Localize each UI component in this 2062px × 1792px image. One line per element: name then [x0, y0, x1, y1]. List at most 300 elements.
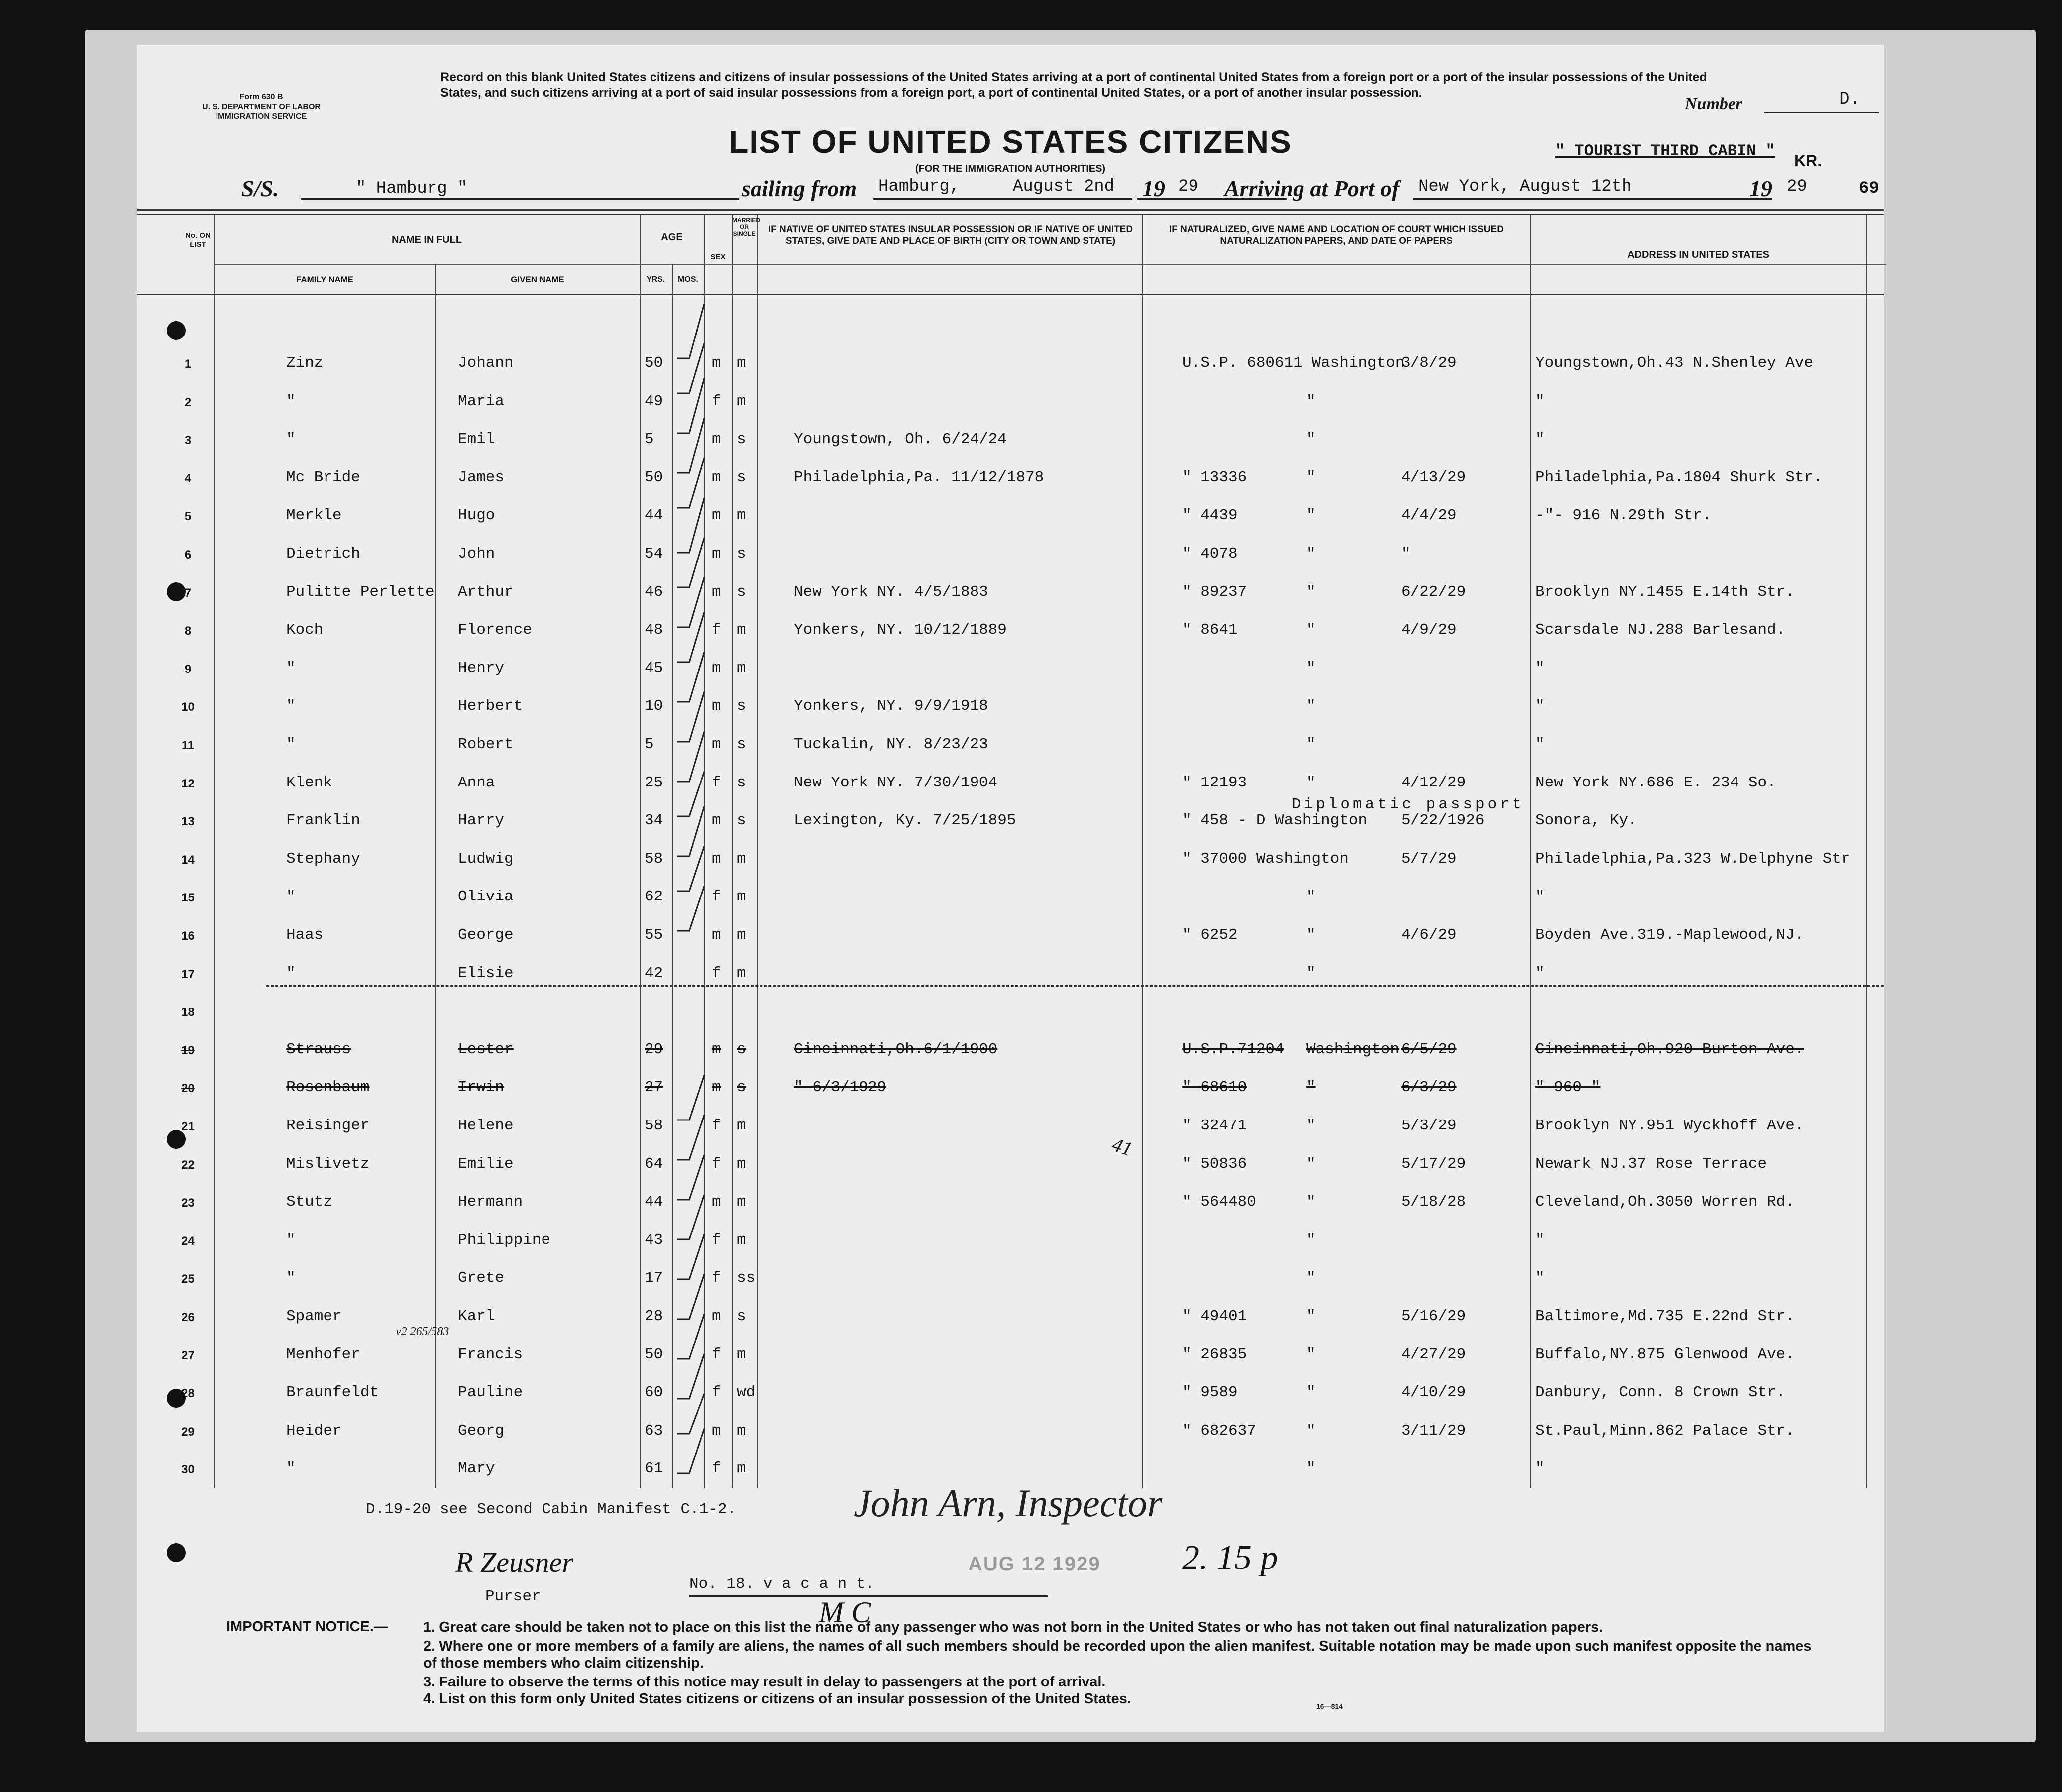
cell-yrs: 45 [645, 659, 663, 677]
cell-natdate: 4/9/29 [1401, 621, 1457, 639]
cell-family: " [286, 659, 296, 677]
cell-natdate: 4/4/29 [1401, 507, 1457, 525]
cell-family: Dietrich [286, 545, 360, 562]
cell-natcourt: " [1306, 1231, 1316, 1249]
margin-number: 41 [1109, 1132, 1135, 1161]
cell-given: Harry [458, 812, 505, 830]
cell-given: Elisie [458, 964, 514, 982]
cell-given: John [458, 545, 495, 562]
from-port: Hamburg, [878, 177, 960, 196]
table-row [137, 915, 1884, 953]
cell-ms: s [737, 468, 746, 486]
cell-yrs: 54 [645, 545, 663, 562]
table-row [137, 534, 1884, 572]
cell-num: 20 [181, 1082, 195, 1096]
form-identifier [197, 92, 326, 122]
cell-ms: s [737, 1079, 746, 1097]
cell-natcourt: " [1306, 1308, 1316, 1325]
page-subtitle: (FOR THE IMMIGRATION AUTHORITIES) [915, 163, 1106, 174]
cell-yrs: 55 [645, 926, 663, 944]
cell-num: 27 [181, 1348, 195, 1362]
cell-yrs: 64 [645, 1155, 663, 1173]
cell-birth: New York NY. 7/30/1904 [794, 774, 998, 791]
table-row [137, 686, 1884, 724]
arrive-year: 29 [1787, 177, 1807, 196]
table-row [137, 1221, 1884, 1258]
vacant-note: No. 18. v a c a n t. [689, 1575, 875, 1593]
cell-sex: m [712, 507, 721, 525]
cell-family: Braunfeldt [286, 1384, 379, 1402]
cell-family: Mislivetz [286, 1155, 370, 1173]
cell-yrs: 27 [645, 1079, 663, 1097]
cell-given: Olivia [458, 888, 514, 906]
cell-ms: m [737, 926, 746, 944]
cell-sex: f [712, 1460, 721, 1478]
cell-ms: m [737, 1231, 746, 1249]
cell-ms: s [737, 583, 746, 601]
cell-natcourt: " [1306, 1345, 1316, 1363]
cell-ms: m [737, 1422, 746, 1440]
cell-natdate: 5/22/1926 [1401, 812, 1485, 830]
cell-family: " [286, 888, 296, 906]
cell-natno: " 564480 [1182, 1193, 1256, 1211]
cell-given: Irwin [458, 1079, 505, 1097]
cell-family: Rosenbaum [286, 1079, 370, 1097]
cell-family: " [286, 1231, 296, 1249]
cell-addr: Newark NJ.37 Rose Terrace [1535, 1155, 1767, 1173]
cell-num: 14 [181, 853, 195, 867]
cell-ms: m [737, 1345, 746, 1363]
cell-sex: m [712, 697, 721, 715]
cell-addr: Boyden Ave.319.-Maplewood,NJ. [1535, 926, 1804, 944]
cell-family: " [286, 392, 296, 410]
cell-yrs: 60 [645, 1384, 663, 1402]
ship-name: " Hamburg " [356, 179, 468, 198]
cell-natdate: 5/18/28 [1401, 1193, 1466, 1211]
cell-family: Merkle [286, 507, 342, 525]
cell-num: 26 [181, 1311, 195, 1324]
cell-yrs: 58 [645, 1117, 663, 1134]
cell-num: 30 [181, 1463, 195, 1477]
cell-nat-extra: Diplomatic passport [1292, 796, 1524, 814]
cell-family: Reisinger [286, 1117, 370, 1134]
cell-sex: m [712, 545, 721, 562]
cell-given: Florence [458, 621, 532, 639]
table-row [137, 1030, 1884, 1068]
cell-natcourt: " [1306, 431, 1316, 448]
cell-given: Henry [458, 659, 505, 677]
cell-ms: m [737, 392, 746, 410]
cell-sex: m [712, 812, 721, 830]
cell-natno: " 50836 [1182, 1155, 1247, 1173]
cell-family: Haas [286, 926, 324, 944]
cell-num: 9 [184, 662, 192, 676]
header-family-name: FAMILY NAME [296, 275, 354, 284]
cell-given: Robert [458, 736, 514, 753]
cell-sex: f [712, 1231, 721, 1249]
cell-sex: f [712, 1384, 721, 1402]
cell-given: James [458, 468, 505, 486]
cell-family: Stutz [286, 1193, 333, 1211]
table-row [137, 343, 1884, 381]
cell-natcourt: " [1306, 659, 1316, 677]
cell-given: George [458, 926, 514, 944]
cell-addr: " [1535, 736, 1545, 753]
handwritten-initials-small: M C [819, 1596, 871, 1629]
cell-given: Ludwig [458, 850, 514, 868]
cell-natcourt: " [1306, 697, 1316, 715]
cell-family: " [286, 431, 296, 448]
cell-sex: f [712, 1269, 721, 1287]
cell-addr: -"- 916 N.29th Str. [1535, 507, 1712, 525]
manifest-page [137, 45, 1884, 1732]
cell-natno: " 68610 [1182, 1079, 1247, 1097]
cell-natcourt: " [1306, 392, 1316, 410]
cell-natdate: 4/13/29 [1401, 468, 1466, 486]
table-row [137, 458, 1884, 496]
table-row [137, 382, 1884, 420]
cell-num: 29 [181, 1425, 195, 1439]
cell-given: Arthur [458, 583, 514, 601]
cell-ms: s [737, 545, 746, 562]
cell-addr: Youngstown,Oh.43 N.Shenley Ave [1535, 354, 1814, 372]
table-row [137, 725, 1884, 763]
cell-given: Emil [458, 431, 495, 448]
cell-sex: m [712, 1193, 721, 1211]
cell-natcourt: " [1306, 964, 1316, 982]
cell-natno: " 49401 [1182, 1308, 1247, 1325]
cell-ms: s [737, 1040, 746, 1058]
cell-natcourt: " [1306, 1460, 1316, 1478]
cell-sex: f [712, 621, 721, 639]
cell-natcourt: " [1306, 736, 1316, 753]
number-label: Number [1685, 95, 1742, 113]
header-name-in-full: NAME IN FULL [391, 234, 462, 245]
cell-natdate: 5/17/29 [1401, 1155, 1466, 1173]
cell-birth: Yonkers, NY. 10/12/1889 [794, 621, 1007, 639]
cell-yrs: 50 [645, 1345, 663, 1363]
cell-natcourt: " [1306, 621, 1316, 639]
header-married: MARRIED OR SINGLE [732, 217, 760, 237]
cell-given: Helene [458, 1117, 514, 1134]
cell-sex: m [712, 583, 721, 601]
cell-given: Mary [458, 1460, 495, 1478]
cell-birth: Youngstown, Oh. 6/24/24 [794, 431, 1007, 448]
arriving-label: Arriving at Port of [1224, 176, 1400, 201]
cell-num: 15 [181, 891, 195, 905]
cell-addr: Philadelphia,Pa.323 W.Delphyne Str [1535, 850, 1850, 868]
cell-num: 3 [184, 434, 192, 448]
punch-hole [167, 321, 186, 340]
sail-year: 29 [1178, 177, 1198, 196]
header-yrs: YRS. [646, 275, 665, 284]
cell-natdate: 5/3/29 [1401, 1117, 1457, 1134]
cell-natno: " 89237 [1182, 583, 1247, 601]
cell-num: 13 [181, 815, 195, 829]
kr-label: KR. [1794, 152, 1822, 170]
cell-natcourt: " [1306, 1269, 1316, 1287]
table-row [137, 763, 1884, 801]
header-no: No. ON LIST [185, 231, 211, 249]
cell-ms: s [737, 1308, 746, 1325]
cell-family: Mc Bride [286, 468, 360, 486]
cell-given: Maria [458, 392, 505, 410]
table-row [137, 610, 1884, 648]
cell-addr: " [1535, 659, 1545, 677]
cell-given: Philippine [458, 1231, 551, 1249]
cell-natno: " 8641 [1182, 621, 1238, 639]
header-naturalized: IF NATURALIZED, GIVE NAME AND LOCATION OF COURT WHICH ISSUED NATURALIZATION PAPERS, AND DATE OF PAPERS [1169, 224, 1504, 246]
cell-num: 18 [181, 1006, 195, 1019]
notice-item-2: 2. Where one or more members of a family are aliens, the names of all such members should be recorded upon the alien manifest. Suitable notation may be made upon such manifest opposite the names of those members who claim citizenship. [423, 1638, 1812, 1671]
cell-birth: Lexington, Ky. 7/25/1895 [794, 812, 1016, 830]
cell-ms: m [737, 1155, 746, 1173]
header-given-name: GIVEN NAME [511, 275, 564, 284]
cell-natdate: 3/8/29 [1401, 354, 1457, 372]
cell-num: 2 [184, 395, 192, 409]
cell-family: " [286, 736, 296, 753]
table-row [137, 839, 1884, 877]
cell-sex: f [712, 392, 721, 410]
cell-addr: " [1535, 964, 1545, 982]
cell-yrs: 29 [645, 1040, 663, 1058]
cell-natcourt: " [1306, 1422, 1316, 1440]
cell-natno: " 458 - D Washington [1182, 812, 1368, 830]
cell-given: Johann [458, 354, 514, 372]
cell-addr: Philadelphia,Pa.1804 Shurk Str. [1535, 468, 1823, 486]
cell-natno: " 9589 [1182, 1384, 1238, 1402]
cell-num: 7 [184, 586, 192, 600]
cell-num: 19 [181, 1043, 195, 1057]
cell-given: Hugo [458, 507, 495, 525]
cell-addr: Buffalo,NY.875 Glenwood Ave. [1535, 1345, 1795, 1363]
cell-num: 28 [181, 1387, 195, 1401]
cell-birth: Cincinnati,Oh.6/1/1900 [794, 1040, 998, 1058]
cell-natno: " 37000 Washington [1182, 850, 1349, 868]
cell-natcourt: " [1306, 1193, 1316, 1211]
cell-natdate: 5/7/29 [1401, 850, 1457, 868]
cell-given: Anna [458, 774, 495, 791]
cell-addr: Baltimore,Md.735 E.22nd Str. [1535, 1308, 1795, 1325]
cell-addr: " [1535, 431, 1545, 448]
cell-family: Zinz [286, 354, 324, 372]
cabin-class: " TOURIST THIRD CABIN " [1555, 142, 1775, 160]
header-mos: MOS. [678, 275, 698, 284]
sail-date: August 2nd [1013, 177, 1115, 196]
cell-num: 25 [181, 1272, 195, 1286]
cell-given: Hermann [458, 1193, 523, 1211]
table-row [137, 1411, 1884, 1449]
cell-yrs: 44 [645, 507, 663, 525]
cell-yrs: 44 [645, 1193, 663, 1211]
number-value: D. [1839, 89, 1861, 109]
page-number: 69 [1859, 179, 1879, 198]
cell-family: Klenk [286, 774, 333, 791]
cell-yrs: 50 [645, 354, 663, 372]
cell-family: " [286, 697, 296, 715]
cell-natno: " 12193 [1182, 774, 1247, 791]
header-birth: IF NATIVE OF UNITED STATES INSULAR POSSESSION OR IF NATIVE OF UNITED STATES, GIVE DATE AND PLACE OF BIRTH (CITY OR TOWN AND STATE) [768, 224, 1133, 246]
cell-ms: m [737, 659, 746, 677]
table-row [137, 1106, 1884, 1144]
cell-natcourt: " [1306, 583, 1316, 601]
table-row [137, 496, 1884, 534]
cell-sex: m [712, 468, 721, 486]
cell-num: 6 [184, 548, 192, 561]
cell-given: Georg [458, 1422, 505, 1440]
cell-yrs: 63 [645, 1422, 663, 1440]
cell-natcourt: " [1306, 468, 1316, 486]
form-code: 16—814 [1316, 1702, 1343, 1710]
cell-given: Karl [458, 1308, 495, 1325]
cell-num: 1 [184, 357, 192, 371]
cell-num: 17 [181, 967, 195, 981]
cell-addr: " [1535, 1460, 1545, 1478]
cell-natno: " 26835 [1182, 1345, 1247, 1363]
header-address: ADDRESS IN UNITED STATES [1628, 249, 1769, 260]
cell-yrs: 34 [645, 812, 663, 830]
cell-sex: m [712, 1308, 721, 1325]
cell-natno: " 682637 [1182, 1422, 1256, 1440]
cell-natcourt: " [1306, 507, 1316, 525]
table-row [137, 796, 1884, 839]
cell-natcourt: " [1306, 1117, 1316, 1134]
cell-natcourt: " [1306, 1079, 1316, 1097]
cell-num: 12 [181, 777, 195, 790]
cell-natdate: 4/12/29 [1401, 774, 1466, 791]
cell-family: Heider [286, 1422, 342, 1440]
header-sex: SEX [710, 253, 726, 261]
cell-given: Lester [458, 1040, 514, 1058]
cell-num: 11 [181, 739, 195, 752]
cell-ms: ss [737, 1269, 756, 1287]
sailing-from-label: sailing from [742, 176, 857, 201]
notice-item-4: 4. List on this form only United States citizens or citizens of an insular possession of the United States. [423, 1691, 1131, 1707]
form-id: Form 630 B [239, 93, 283, 101]
inspector-signature: John Arn, Inspector [854, 1481, 1163, 1525]
cell-sex: f [712, 1117, 721, 1134]
cell-num: 5 [184, 510, 192, 524]
cell-addr: " 960 " [1535, 1079, 1601, 1097]
cell-addr: " [1535, 1269, 1545, 1287]
cell-yrs: 61 [645, 1460, 663, 1478]
cell-family: Strauss [286, 1040, 351, 1058]
cell-ms: m [737, 354, 746, 372]
table-row [137, 1182, 1884, 1220]
cell-ms: m [737, 1460, 746, 1478]
cell-family: Pulitte Perlette [286, 583, 434, 601]
table-row [137, 1335, 1884, 1373]
cell-natno: " 32471 [1182, 1117, 1247, 1134]
header-age: AGE [661, 232, 683, 243]
year-prefix: 19 [1749, 176, 1772, 201]
cell-yrs: 48 [645, 621, 663, 639]
table-row [137, 649, 1884, 686]
cell-ms: s [737, 431, 746, 448]
cell-addr: " [1535, 392, 1545, 410]
punch-hole [167, 1543, 186, 1562]
cell-sex: f [712, 1345, 721, 1363]
cell-yrs: 5 [645, 431, 654, 448]
cell-yrs: 5 [645, 736, 654, 753]
purser-label: Purser [485, 1588, 541, 1605]
cell-ms: s [737, 736, 746, 753]
cell-ms: s [737, 812, 746, 830]
cell-family: Menhofer [286, 1345, 360, 1363]
row-27-note: v2 265/583 [396, 1325, 449, 1338]
cell-natno: U.S.P. 680611 Washington [1182, 354, 1405, 372]
cell-natno: " 13336 [1182, 468, 1247, 486]
cell-addr: Cincinnati,Oh.920 Burton Ave. [1535, 1040, 1804, 1058]
form-instructions: Record on this blank United States citizens and citizens of insular possessions of the United States arriving at a port of continental United States from a foreign port or a port of the insular possessions of the United States, and such citizens arriving at a port of said insular possessions from a foreign port, a port of continental United States, or a port of another insular possession. [440, 70, 1707, 100]
cell-num: 8 [184, 624, 192, 638]
table-row [137, 1373, 1884, 1411]
cell-yrs: 28 [645, 1308, 663, 1325]
cell-num: 21 [181, 1120, 195, 1133]
cell-natdate: 4/10/29 [1401, 1384, 1466, 1402]
cell-num: 22 [181, 1158, 195, 1172]
cell-natcourt: " [1306, 774, 1316, 791]
cell-sex: m [712, 1040, 721, 1058]
cell-sex: m [712, 926, 721, 944]
purser-signature: R Zeusner [455, 1546, 573, 1578]
page-title: LIST OF UNITED STATES CITIZENS [729, 124, 1292, 160]
arrive-port: New York, August 12th [1418, 177, 1632, 196]
cell-sex: m [712, 1422, 721, 1440]
year-prefix: 19 [1142, 176, 1165, 201]
cell-ms: m [737, 507, 746, 525]
table-row [137, 1258, 1884, 1296]
cell-ms: m [737, 1117, 746, 1134]
table-row [137, 1144, 1884, 1182]
cell-natno: U.S.P.71204 [1182, 1040, 1284, 1058]
form-department: U. S. DEPARTMENT OF LABOR [202, 103, 321, 111]
cell-ms: m [737, 1193, 746, 1211]
cell-num: 16 [181, 929, 195, 943]
cell-yrs: 58 [645, 850, 663, 868]
cell-family: Koch [286, 621, 324, 639]
cell-given: Grete [458, 1269, 505, 1287]
cell-natno: " 4078 [1182, 545, 1238, 562]
table-row [137, 420, 1884, 457]
cell-num: 10 [181, 700, 195, 714]
cell-natcourt: " [1306, 1155, 1316, 1173]
manifest-note: D.19-20 see Second Cabin Manifest C.1-2. [366, 1501, 737, 1518]
row-18-dash [266, 985, 1884, 987]
cell-ms: m [737, 621, 746, 639]
cell-natdate: 6/3/29 [1401, 1079, 1457, 1097]
cell-natdate: " [1401, 545, 1411, 562]
cell-natcourt: " [1306, 1384, 1316, 1402]
cell-ms: m [737, 964, 746, 982]
cell-given: Francis [458, 1345, 523, 1363]
cell-addr: " [1535, 888, 1545, 906]
notice-item-1: 1. Great care should be taken not to place on this list the name of any passenger who was not born in the United States or who has not taken out final naturalization papers. [423, 1619, 1603, 1635]
cell-birth: Tuckalin, NY. 8/23/23 [794, 736, 988, 753]
cell-birth: Yonkers, NY. 9/9/1918 [794, 697, 988, 715]
cell-birth: Philadelphia,Pa. 11/12/1878 [794, 468, 1044, 486]
cell-addr: " [1535, 697, 1545, 715]
cell-yrs: 46 [645, 583, 663, 601]
cell-birth: " 6/3/1929 [794, 1079, 887, 1097]
table-row [137, 877, 1884, 915]
cell-yrs: 25 [645, 774, 663, 791]
cell-birth: New York NY. 4/5/1883 [794, 583, 988, 601]
cell-natno: " 4439 [1182, 507, 1238, 525]
notice-item-3: 3. Failure to observe the terms of this notice may result in delay to passengers at the port of arrival. [423, 1674, 1106, 1690]
cell-given: Pauline [458, 1384, 523, 1402]
cell-sex: f [712, 774, 721, 791]
